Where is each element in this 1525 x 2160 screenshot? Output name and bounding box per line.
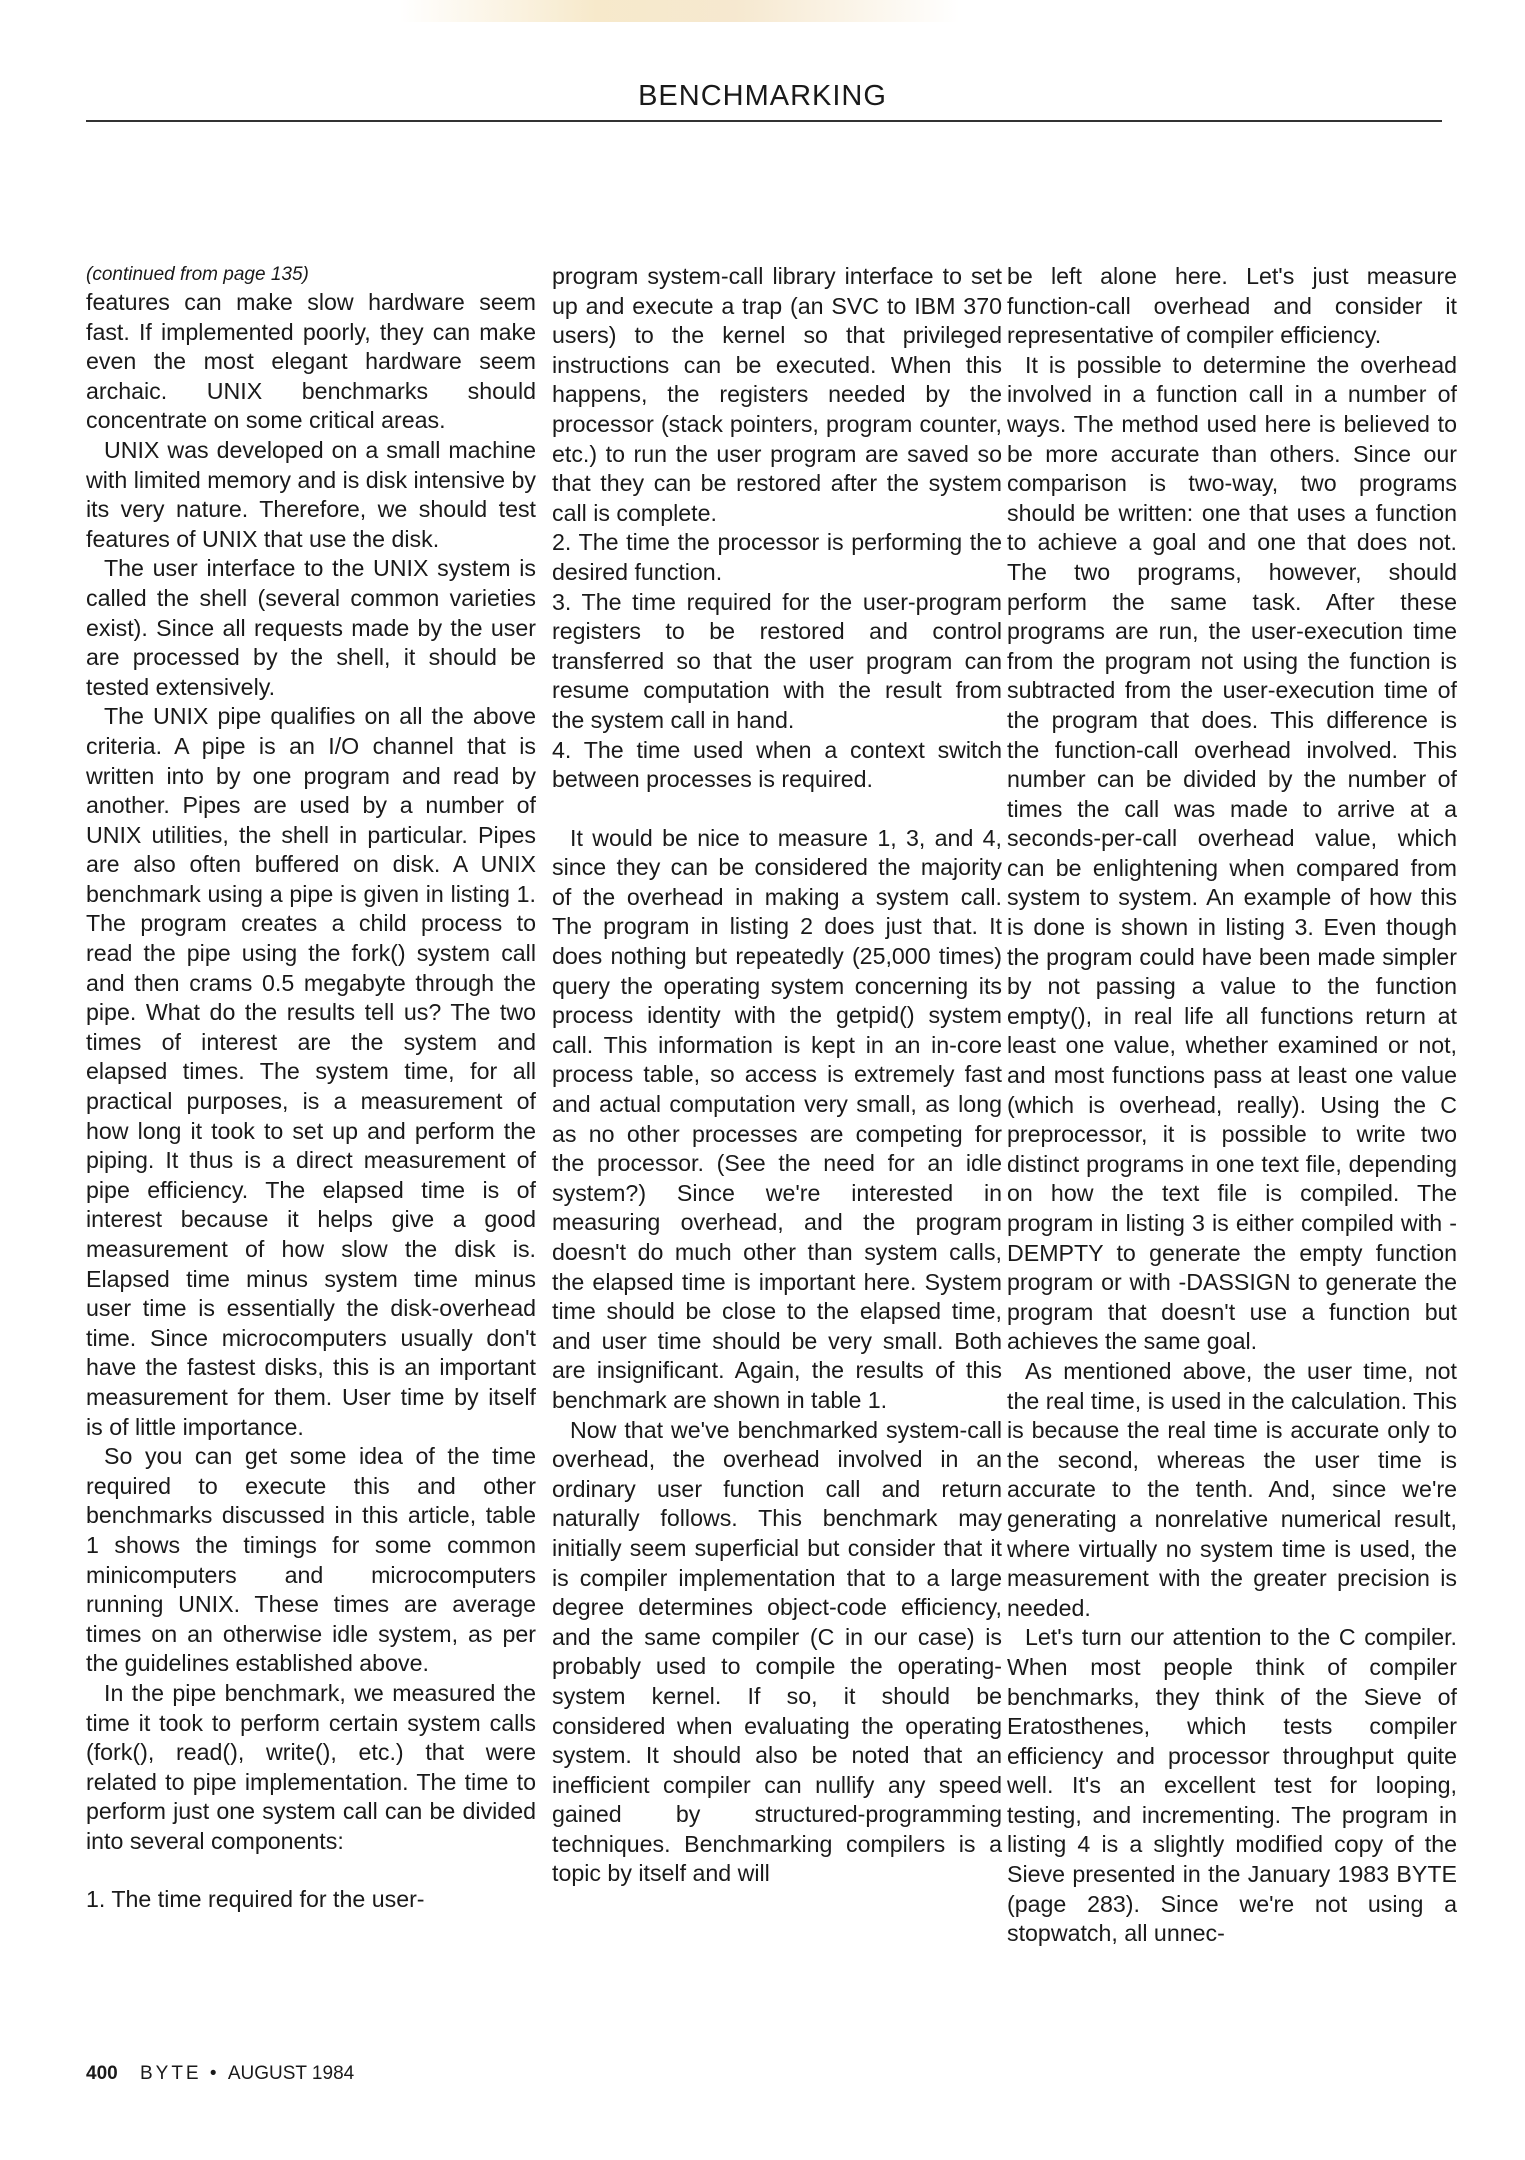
- list-gap: [86, 1856, 536, 1885]
- paragraph: be left alone here. Let's just measure function-call overhead and consider it representative of compiler efficiency.: [1007, 263, 1457, 349]
- page-number: 400: [86, 2063, 118, 2084]
- scan-smudge: [400, 0, 960, 22]
- paragraph: The user interface to the UNIX system is called the shell (several common varieties exist). Since all requests made by the user are processed by the shell, it should be tested extensively.: [86, 555, 536, 700]
- text-column-1: [86, 262, 536, 1915]
- paragraph: So you can get some idea of the time required to execute this and other benchmarks discussed in this article, table 1 shows the timings for some common minicomputers and microcomputers running UNIX. These times are average times on an otherwise idle system, as per the guidelines established above.: [86, 1443, 536, 1677]
- issue-date: AUGUST 1984: [227, 2063, 355, 2084]
- list-item: 4. The time used when a context switch between processes is required.: [552, 736, 1002, 793]
- paragraph: UNIX was developed on a small machine with limited memory and is disk intensive by its very nature. Therefore, we should test features of UNIX that use the disk.: [86, 436, 536, 552]
- list-gap: [552, 795, 1002, 824]
- list-item: 2. The time the processor is performing the desired function.: [552, 529, 1002, 585]
- text-column-2: [552, 262, 1002, 1889]
- continued-from-note: (continued from page 135): [86, 264, 309, 285]
- page-footer: [86, 2063, 354, 2085]
- paragraph: As mentioned above, the user time, not the real time, is used in the calculation. This is because the real time is accurate only to the second, whereas the user time is accurate to the tenth. And, since we're generating a nonrelative numerical result, where virtually no system time is used, the measurement with the greater precision is needed.: [1007, 1357, 1457, 1621]
- paragraph: features can make slow hardware seem fast. If implemented poorly, they can make even the most elegant hardware seem archaic. UNIX benchmarks should concentrate on some critical areas.: [86, 289, 536, 434]
- paragraph: Now that we've benchmarked system-call overhead, the overhead involved in an ordinary user function call and return naturally follows. This benchmark may initially seem superficial but consider that it is compiler implementation that to a large degree determines object-code efficiency, and the same compiler (C in our case) is probably used to compile the operating-system kernel. If so, it should be considered when evaluating the operating system. It should also be noted that an inefficient compiler can nullify any speed gained by structured-programming techniques. Benchmarking compilers is a topic by itself and will: [552, 1416, 1002, 1887]
- paragraph: It would be nice to measure 1, 3, and 4, since they can be considered the majority of the overhead in making a system call. The program in listing 2 does just that. It does nothing but repeatedly (25,000 times) query the operating system concerning its process identity with the getpid() system call. This information is kept in an in-core process table, so access is extremely fast and actual computation very small, as long as no other processes are competing for the processor. (See the need for an idle system?) Since we're interested in measuring overhead, and the program doesn't do much other than system calls, the elapsed time is important here. System time should be close to the elapsed time, and user time should be very small. Both are insignificant. Again, the results of this benchmark are shown in table 1.: [552, 824, 1002, 1413]
- list-item: 3. The time required for the user-program registers to be restored and control transferred so that the user program can resume computation with the result from the system call in hand.: [552, 588, 1002, 733]
- paragraph: In the pipe benchmark, we measured the time it took to perform certain system calls (fork(), read(), write(), etc.) that were related to pipe implementation. The time to perform just one system call can be divided into several components:: [86, 1679, 536, 1854]
- paragraph: Let's turn our attention to the C compiler. When most people think of compiler benchmarks, they think of the Sieve of Eratosthenes, which tests compiler efficiency and processor throughput quite well. It's an excellent test for looping, testing, and incrementing. The program in listing 4 is a slightly modified copy of the Sieve presented in the January 1983 BYTE (page 283). Since we're not using a stopwatch, all unnec-: [1007, 1624, 1457, 1947]
- list-item: program system-call library interface to set up and execute a trap (an SVC to IBM 370 users) to the kernel so that privileged instructions can be executed. When this happens, the registers needed by the processor (stack pointers, program counter, etc.) to run the user program are saved so that they can be restored after the system call is complete.: [552, 263, 1002, 526]
- paragraph: It is possible to determine the overhead involved in a function call in a number of ways. The method used here is believed to be more accurate than others. Since our comparison is two-way, two programs should be written: one that uses a function to achieve a goal and one that does not. The two programs, however, should perform the same task. After these programs are run, the user-execution time from the program not using the function is subtracted from the user-execution time of the program that does. This difference is the function-call overhead involved. This number can be divided by the number of times the call was made to arrive at a seconds-per-call overhead value, which can be enlightening when compared from system to system. An example of how this is done is shown in listing 3. Even though the program could have been made simpler by not passing a value to the function empty(), in real life all functions return at least one value, whether examined or not, and most functions pass at least one value (which is overhead, really). Using the C preprocessor, it is possible to write two distinct programs in one text file, depending on how the text file is compiled. The program in listing 3 is either compiled with -DEMPTY to generate the empty function program or with -DASSIGN to generate the program that doesn't use a function but achieves the same goal.: [1007, 351, 1457, 1355]
- text-column-3: [1007, 262, 1457, 1949]
- header-rule: [86, 120, 1442, 122]
- magazine-name: BYTE: [139, 2063, 202, 2084]
- running-head: BENCHMARKING: [638, 80, 887, 112]
- paragraph: The UNIX pipe qualifies on all the above criteria. A pipe is an I/O channel that is written into by one program and read by another. Pipes are used by a number of UNIX utilities, the shell in particular. Pipes are also often buffered on disk. A UNIX benchmark using a pipe is given in listing 1. The program creates a child process to read the pipe using the fork() system call and then crams 0.5 megabyte through the pipe. What do the results tell us? The two times of interest are the system and elapsed times. The system time, for all practical purposes, is a measurement of how long it took to set up and perform the piping. It thus is a direct measurement of pipe efficiency. The elapsed time is of interest because it helps give a good measurement of how slow the disk is. Elapsed time minus system time minus user time is essentially the disk-overhead time. Since microcomputers usually don't have the fastest disks, this is an important measurement for them. User time by itself is of little importance.: [86, 703, 536, 1440]
- list-item: 1. The time required for the user-: [86, 1886, 425, 1913]
- footer-separator: •: [209, 2063, 220, 2084]
